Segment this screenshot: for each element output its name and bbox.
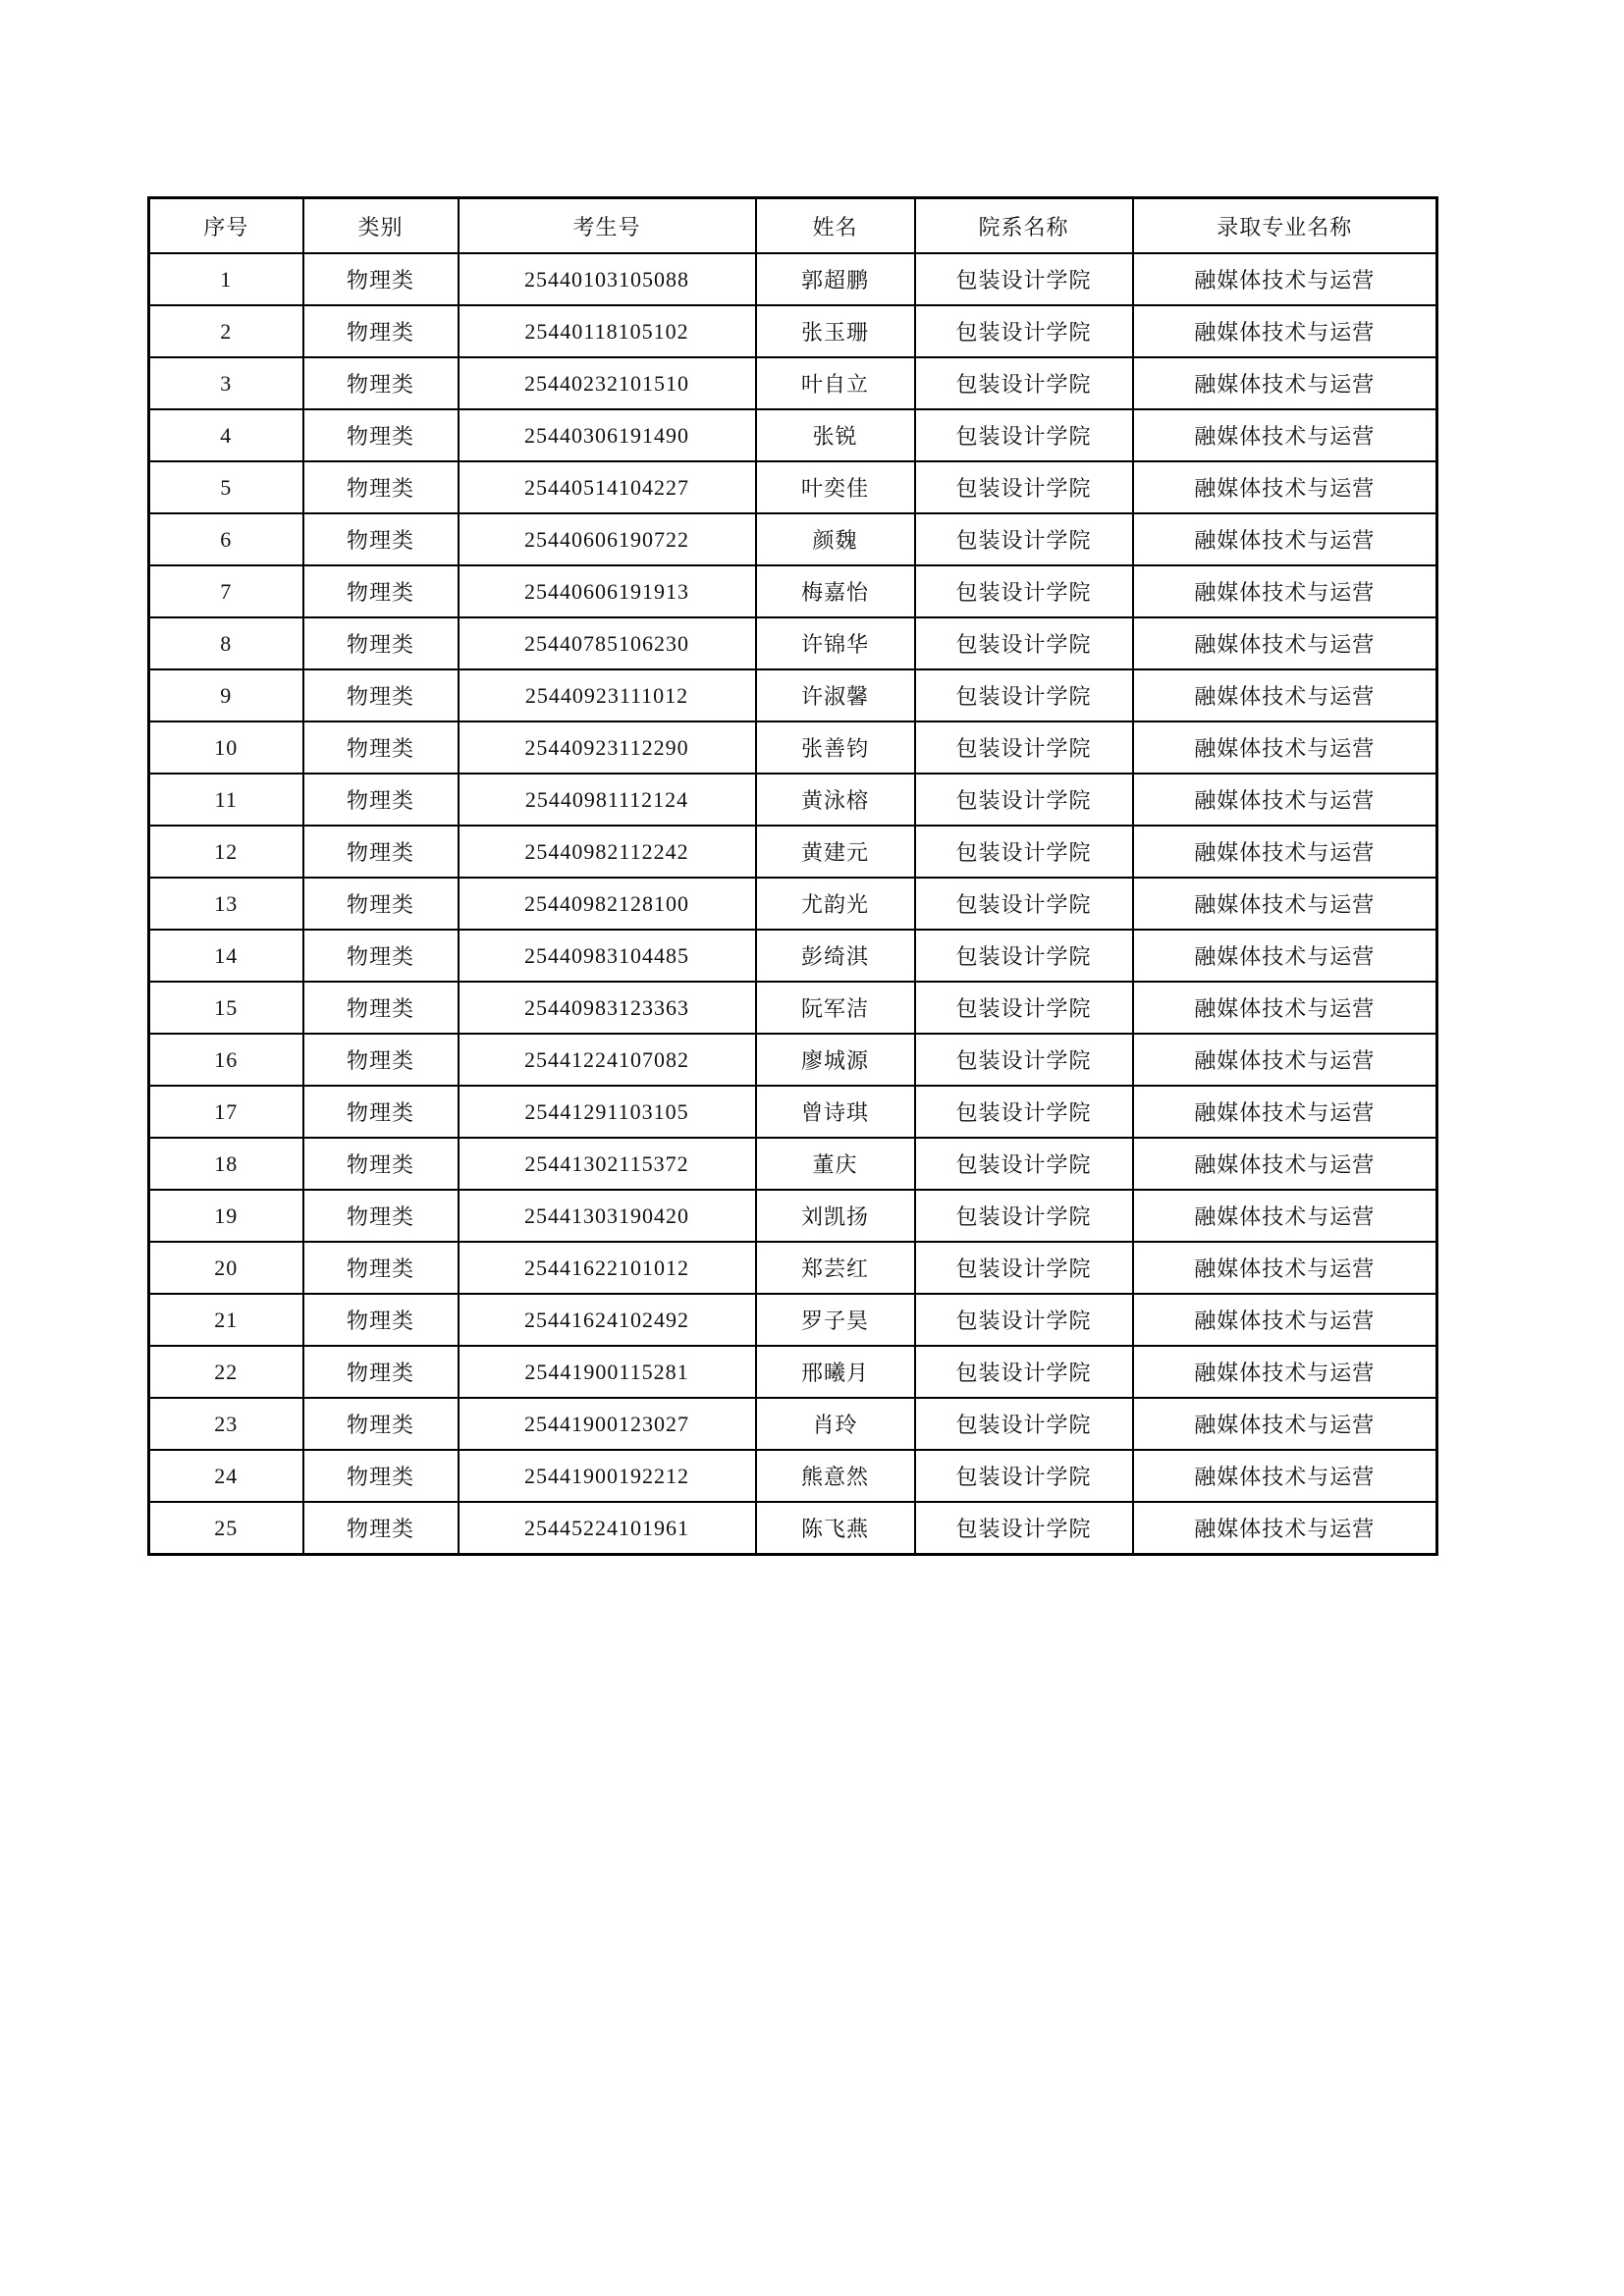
cell-name: 彭绮淇 bbox=[756, 930, 915, 982]
table-row bbox=[149, 930, 1437, 982]
cell-category: 物理类 bbox=[303, 1190, 459, 1242]
table-row bbox=[149, 617, 1437, 669]
cell-department: 包装设计学院 bbox=[915, 774, 1133, 826]
cell-seq: 8 bbox=[149, 617, 303, 669]
cell-seq: 21 bbox=[149, 1294, 303, 1346]
cell-exam-no: 25441900115281 bbox=[459, 1346, 756, 1398]
cell-seq: 16 bbox=[149, 1034, 303, 1086]
cell-seq: 25 bbox=[149, 1502, 303, 1555]
cell-name: 梅嘉怡 bbox=[756, 565, 915, 617]
cell-name: 董庆 bbox=[756, 1138, 915, 1190]
cell-major: 融媒体技术与运营 bbox=[1133, 774, 1437, 826]
cell-seq: 19 bbox=[149, 1190, 303, 1242]
cell-name: 阮军洁 bbox=[756, 982, 915, 1034]
cell-exam-no: 25440606191913 bbox=[459, 565, 756, 617]
cell-seq: 18 bbox=[149, 1138, 303, 1190]
cell-seq: 20 bbox=[149, 1242, 303, 1294]
cell-name: 黄建元 bbox=[756, 826, 915, 878]
cell-name: 叶奕佳 bbox=[756, 461, 915, 513]
admission-table bbox=[147, 196, 1438, 1556]
cell-seq: 11 bbox=[149, 774, 303, 826]
cell-exam-no: 25440118105102 bbox=[459, 305, 756, 357]
cell-major: 融媒体技术与运营 bbox=[1133, 1190, 1437, 1242]
cell-major: 融媒体技术与运营 bbox=[1133, 1086, 1437, 1138]
cell-name: 张玉珊 bbox=[756, 305, 915, 357]
cell-category: 物理类 bbox=[303, 982, 459, 1034]
table-row bbox=[149, 721, 1437, 774]
cell-exam-no: 25441224107082 bbox=[459, 1034, 756, 1086]
cell-category: 物理类 bbox=[303, 774, 459, 826]
cell-major: 融媒体技术与运营 bbox=[1133, 1294, 1437, 1346]
cell-department: 包装设计学院 bbox=[915, 878, 1133, 930]
cell-seq: 3 bbox=[149, 357, 303, 409]
cell-category: 物理类 bbox=[303, 461, 459, 513]
cell-category: 物理类 bbox=[303, 409, 459, 461]
cell-name: 许淑馨 bbox=[756, 669, 915, 721]
cell-name: 肖玲 bbox=[756, 1398, 915, 1450]
cell-exam-no: 25440982112242 bbox=[459, 826, 756, 878]
table-row bbox=[149, 565, 1437, 617]
cell-department: 包装设计学院 bbox=[915, 1346, 1133, 1398]
cell-major: 融媒体技术与运营 bbox=[1133, 1242, 1437, 1294]
cell-department: 包装设计学院 bbox=[915, 617, 1133, 669]
cell-name: 张锐 bbox=[756, 409, 915, 461]
table-row bbox=[149, 982, 1437, 1034]
table-row bbox=[149, 1034, 1437, 1086]
cell-category: 物理类 bbox=[303, 1398, 459, 1450]
cell-major: 融媒体技术与运营 bbox=[1133, 1346, 1437, 1398]
cell-name: 陈飞燕 bbox=[756, 1502, 915, 1555]
cell-seq: 9 bbox=[149, 669, 303, 721]
table-header-row bbox=[149, 198, 1437, 254]
cell-major: 融媒体技术与运营 bbox=[1133, 409, 1437, 461]
cell-major: 融媒体技术与运营 bbox=[1133, 513, 1437, 565]
cell-category: 物理类 bbox=[303, 1502, 459, 1555]
cell-name: 郑芸红 bbox=[756, 1242, 915, 1294]
table-row bbox=[149, 1346, 1437, 1398]
cell-department: 包装设计学院 bbox=[915, 669, 1133, 721]
cell-major: 融媒体技术与运营 bbox=[1133, 1034, 1437, 1086]
cell-major: 融媒体技术与运营 bbox=[1133, 461, 1437, 513]
table-row bbox=[149, 1190, 1437, 1242]
cell-exam-no: 25440983123363 bbox=[459, 982, 756, 1034]
cell-exam-no: 25441622101012 bbox=[459, 1242, 756, 1294]
cell-department: 包装设计学院 bbox=[915, 1450, 1133, 1502]
cell-major: 融媒体技术与运营 bbox=[1133, 982, 1437, 1034]
cell-major: 融媒体技术与运营 bbox=[1133, 357, 1437, 409]
cell-name: 邢曦月 bbox=[756, 1346, 915, 1398]
table-body bbox=[149, 253, 1437, 1555]
cell-major: 融媒体技术与运营 bbox=[1133, 826, 1437, 878]
cell-name: 叶自立 bbox=[756, 357, 915, 409]
table-row bbox=[149, 409, 1437, 461]
table-row bbox=[149, 513, 1437, 565]
cell-department: 包装设计学院 bbox=[915, 1138, 1133, 1190]
cell-department: 包装设计学院 bbox=[915, 1502, 1133, 1555]
table-row bbox=[149, 1450, 1437, 1502]
table-row bbox=[149, 1086, 1437, 1138]
cell-major: 融媒体技术与运营 bbox=[1133, 721, 1437, 774]
cell-category: 物理类 bbox=[303, 1034, 459, 1086]
cell-category: 物理类 bbox=[303, 1242, 459, 1294]
cell-seq: 14 bbox=[149, 930, 303, 982]
cell-department: 包装设计学院 bbox=[915, 1034, 1133, 1086]
cell-exam-no: 25440981112124 bbox=[459, 774, 756, 826]
table-row bbox=[149, 1502, 1437, 1555]
cell-category: 物理类 bbox=[303, 1086, 459, 1138]
cell-exam-no: 25441900123027 bbox=[459, 1398, 756, 1450]
cell-category: 物理类 bbox=[303, 1294, 459, 1346]
cell-category: 物理类 bbox=[303, 826, 459, 878]
header-major: 录取专业名称 bbox=[1133, 198, 1437, 254]
cell-name: 张善钧 bbox=[756, 721, 915, 774]
table-row bbox=[149, 253, 1437, 305]
table-row bbox=[149, 1138, 1437, 1190]
cell-exam-no: 25441624102492 bbox=[459, 1294, 756, 1346]
cell-department: 包装设计学院 bbox=[915, 1398, 1133, 1450]
cell-category: 物理类 bbox=[303, 565, 459, 617]
cell-department: 包装设计学院 bbox=[915, 1190, 1133, 1242]
table-row bbox=[149, 1242, 1437, 1294]
cell-name: 黄泳榕 bbox=[756, 774, 915, 826]
cell-department: 包装设计学院 bbox=[915, 930, 1133, 982]
cell-exam-no: 25440606190722 bbox=[459, 513, 756, 565]
cell-exam-no: 25441303190420 bbox=[459, 1190, 756, 1242]
table-row bbox=[149, 357, 1437, 409]
table-row bbox=[149, 461, 1437, 513]
header-seq: 序号 bbox=[149, 198, 303, 254]
cell-exam-no: 25441291103105 bbox=[459, 1086, 756, 1138]
cell-major: 融媒体技术与运营 bbox=[1133, 878, 1437, 930]
cell-exam-no: 25440923112290 bbox=[459, 721, 756, 774]
cell-major: 融媒体技术与运营 bbox=[1133, 565, 1437, 617]
cell-major: 融媒体技术与运营 bbox=[1133, 617, 1437, 669]
cell-major: 融媒体技术与运营 bbox=[1133, 930, 1437, 982]
cell-exam-no: 25440103105088 bbox=[459, 253, 756, 305]
header-category: 类别 bbox=[303, 198, 459, 254]
cell-exam-no: 25440232101510 bbox=[459, 357, 756, 409]
table-row bbox=[149, 1398, 1437, 1450]
cell-name: 刘凯扬 bbox=[756, 1190, 915, 1242]
cell-seq: 17 bbox=[149, 1086, 303, 1138]
header-exam-no: 考生号 bbox=[459, 198, 756, 254]
cell-department: 包装设计学院 bbox=[915, 982, 1133, 1034]
cell-category: 物理类 bbox=[303, 930, 459, 982]
cell-seq: 24 bbox=[149, 1450, 303, 1502]
table-row bbox=[149, 1294, 1437, 1346]
cell-seq: 5 bbox=[149, 461, 303, 513]
header-name: 姓名 bbox=[756, 198, 915, 254]
cell-exam-no: 25440923111012 bbox=[459, 669, 756, 721]
cell-exam-no: 25440983104485 bbox=[459, 930, 756, 982]
cell-category: 物理类 bbox=[303, 1450, 459, 1502]
table-row bbox=[149, 826, 1437, 878]
cell-exam-no: 25440785106230 bbox=[459, 617, 756, 669]
cell-name: 曾诗琪 bbox=[756, 1086, 915, 1138]
cell-major: 融媒体技术与运营 bbox=[1133, 1450, 1437, 1502]
cell-department: 包装设计学院 bbox=[915, 409, 1133, 461]
cell-department: 包装设计学院 bbox=[915, 565, 1133, 617]
cell-name: 郭超鹏 bbox=[756, 253, 915, 305]
cell-major: 融媒体技术与运营 bbox=[1133, 1138, 1437, 1190]
cell-name: 罗子昊 bbox=[756, 1294, 915, 1346]
cell-seq: 2 bbox=[149, 305, 303, 357]
table-row bbox=[149, 878, 1437, 930]
cell-category: 物理类 bbox=[303, 513, 459, 565]
table-row bbox=[149, 305, 1437, 357]
cell-department: 包装设计学院 bbox=[915, 721, 1133, 774]
cell-major: 融媒体技术与运营 bbox=[1133, 1398, 1437, 1450]
cell-seq: 4 bbox=[149, 409, 303, 461]
cell-name: 熊意然 bbox=[756, 1450, 915, 1502]
cell-exam-no: 25440306191490 bbox=[459, 409, 756, 461]
cell-department: 包装设计学院 bbox=[915, 1086, 1133, 1138]
table-row bbox=[149, 774, 1437, 826]
cell-department: 包装设计学院 bbox=[915, 513, 1133, 565]
cell-seq: 12 bbox=[149, 826, 303, 878]
cell-exam-no: 25441302115372 bbox=[459, 1138, 756, 1190]
cell-name: 颜魏 bbox=[756, 513, 915, 565]
cell-name: 廖城源 bbox=[756, 1034, 915, 1086]
cell-seq: 10 bbox=[149, 721, 303, 774]
cell-major: 融媒体技术与运营 bbox=[1133, 669, 1437, 721]
cell-category: 物理类 bbox=[303, 878, 459, 930]
cell-exam-no: 25441900192212 bbox=[459, 1450, 756, 1502]
cell-seq: 15 bbox=[149, 982, 303, 1034]
cell-exam-no: 25440982128100 bbox=[459, 878, 756, 930]
cell-department: 包装设计学院 bbox=[915, 357, 1133, 409]
cell-category: 物理类 bbox=[303, 669, 459, 721]
cell-major: 融媒体技术与运营 bbox=[1133, 305, 1437, 357]
cell-category: 物理类 bbox=[303, 253, 459, 305]
cell-department: 包装设计学院 bbox=[915, 305, 1133, 357]
table-row bbox=[149, 669, 1437, 721]
cell-exam-no: 25445224101961 bbox=[459, 1502, 756, 1555]
cell-department: 包装设计学院 bbox=[915, 1242, 1133, 1294]
cell-seq: 22 bbox=[149, 1346, 303, 1398]
cell-seq: 1 bbox=[149, 253, 303, 305]
cell-seq: 23 bbox=[149, 1398, 303, 1450]
cell-name: 尤韵光 bbox=[756, 878, 915, 930]
cell-category: 物理类 bbox=[303, 1138, 459, 1190]
cell-name: 许锦华 bbox=[756, 617, 915, 669]
cell-exam-no: 25440514104227 bbox=[459, 461, 756, 513]
cell-category: 物理类 bbox=[303, 357, 459, 409]
cell-department: 包装设计学院 bbox=[915, 826, 1133, 878]
cell-seq: 6 bbox=[149, 513, 303, 565]
cell-seq: 7 bbox=[149, 565, 303, 617]
cell-major: 融媒体技术与运营 bbox=[1133, 253, 1437, 305]
cell-category: 物理类 bbox=[303, 1346, 459, 1398]
cell-department: 包装设计学院 bbox=[915, 1294, 1133, 1346]
cell-department: 包装设计学院 bbox=[915, 461, 1133, 513]
cell-category: 物理类 bbox=[303, 721, 459, 774]
cell-category: 物理类 bbox=[303, 305, 459, 357]
cell-seq: 13 bbox=[149, 878, 303, 930]
cell-category: 物理类 bbox=[303, 617, 459, 669]
cell-department: 包装设计学院 bbox=[915, 253, 1133, 305]
header-department: 院系名称 bbox=[915, 198, 1133, 254]
cell-major: 融媒体技术与运营 bbox=[1133, 1502, 1437, 1555]
